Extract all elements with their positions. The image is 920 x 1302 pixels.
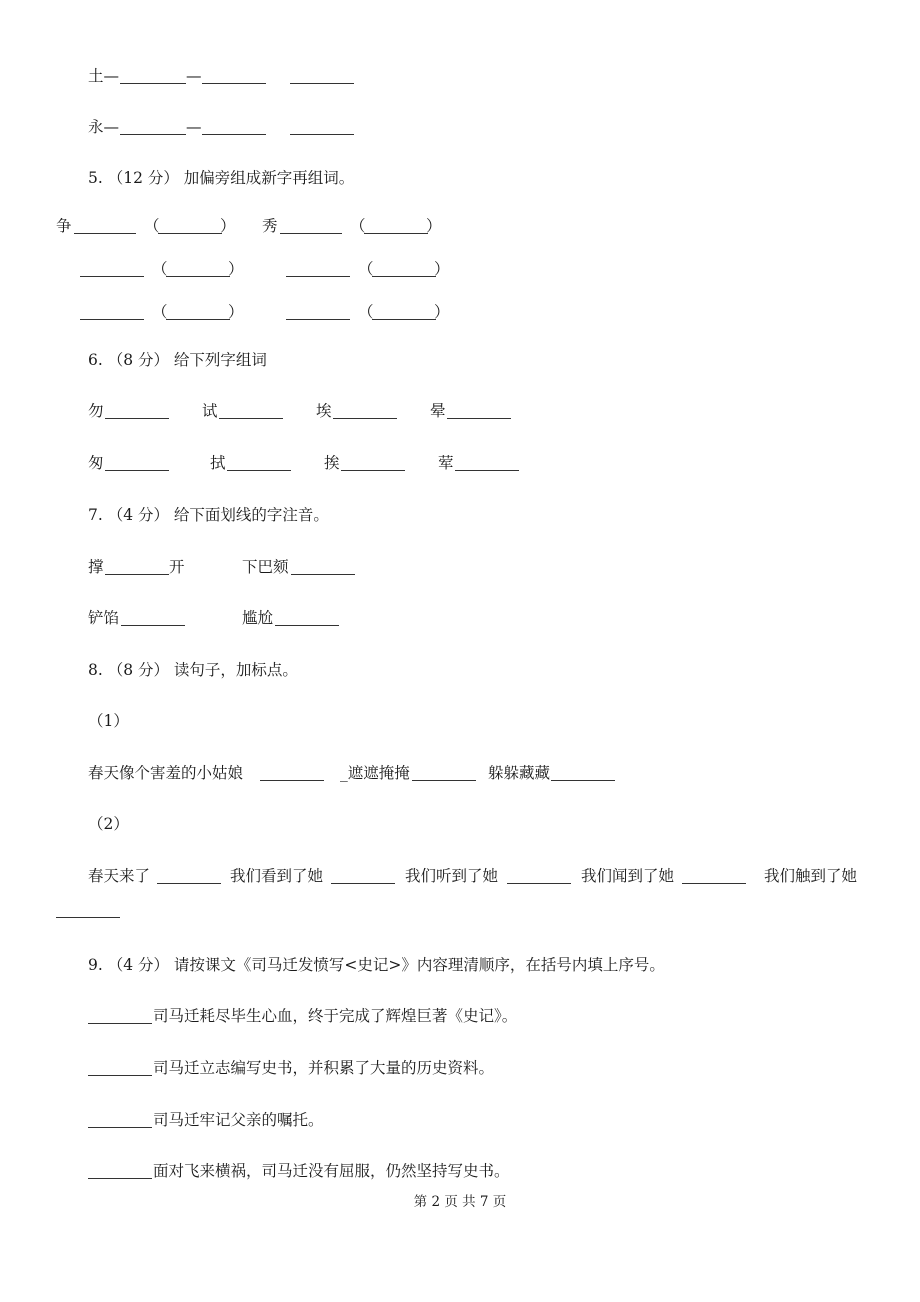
answer-blank[interactable] [286, 276, 350, 277]
paren-open: （ [358, 260, 374, 278]
answer-blank[interactable] [341, 470, 405, 471]
answer-blank[interactable] [202, 134, 266, 135]
paren-close: ） [434, 260, 450, 278]
answer-blank[interactable] [88, 1023, 152, 1024]
paren-close: ） [228, 260, 244, 278]
paren-open: （ [350, 217, 366, 235]
answer-blank[interactable] [105, 574, 169, 575]
answer-blank[interactable] [507, 883, 571, 884]
answer-blank[interactable] [120, 83, 186, 84]
q6-char: 试 [202, 402, 218, 420]
q5-char: 秀 [262, 217, 278, 235]
answer-blank[interactable] [551, 780, 615, 781]
answer-blank[interactable] [121, 625, 185, 626]
q6-char: 晕 [430, 402, 446, 420]
answer-blank[interactable] [120, 134, 186, 135]
answer-blank[interactable] [74, 233, 136, 234]
answer-blank[interactable] [158, 233, 222, 234]
paren-open: （ [144, 217, 160, 235]
answer-blank[interactable] [275, 625, 339, 626]
answer-blank[interactable] [364, 233, 428, 234]
paren-open: （ [152, 303, 168, 321]
answer-blank[interactable] [372, 276, 436, 277]
answer-blank[interactable] [105, 470, 169, 471]
answer-blank[interactable] [372, 319, 436, 320]
paren-open: （ [358, 303, 374, 321]
q5-char: 争 [56, 217, 72, 235]
answer-blank[interactable] [202, 83, 266, 84]
answer-blank[interactable] [88, 1178, 152, 1179]
q7-word: 撑 [88, 558, 104, 576]
page-footer: 第 2 页 共 7 页 [413, 1194, 507, 1210]
q7-word: 开 [169, 558, 185, 576]
paren-close: ） [220, 217, 236, 235]
q6-char: 挨 [324, 454, 340, 472]
answer-blank[interactable] [280, 233, 342, 234]
answer-blank[interactable] [286, 319, 350, 320]
answer-blank[interactable] [227, 470, 291, 471]
paren-open: （ [152, 260, 168, 278]
answer-blank[interactable] [80, 276, 144, 277]
q6-char: 勿 [88, 402, 104, 420]
dash: — [186, 118, 202, 136]
q7-word: 铲馅 [88, 609, 120, 627]
dash: — [186, 67, 202, 85]
answer-blank[interactable] [56, 917, 120, 918]
answer-blank[interactable] [157, 883, 221, 884]
answer-blank[interactable] [412, 780, 476, 781]
answer-blank[interactable] [166, 319, 230, 320]
paren-close: ） [434, 303, 450, 321]
answer-blank[interactable] [88, 1075, 152, 1076]
answer-blank[interactable] [80, 319, 144, 320]
answer-blank[interactable] [291, 574, 355, 575]
answer-blank[interactable] [331, 883, 395, 884]
answer-blank[interactable] [260, 780, 324, 781]
answer-blank[interactable] [455, 470, 519, 471]
q6-char: 匆 [88, 454, 104, 472]
answer-blank[interactable] [105, 418, 169, 419]
answer-blank[interactable] [290, 83, 354, 84]
paren-close: ） [426, 217, 442, 235]
prev-char-1: 土— [88, 67, 120, 85]
q6-char: 拭 [210, 454, 226, 472]
answer-blank[interactable] [88, 1127, 152, 1128]
answer-blank[interactable] [447, 418, 511, 419]
answer-blank[interactable] [290, 134, 354, 135]
paren-close: ） [228, 303, 244, 321]
q7-word: 尴尬 [242, 609, 274, 627]
answer-blank[interactable] [166, 276, 230, 277]
answer-blank[interactable] [682, 883, 746, 884]
prev-char-2: 永— [88, 118, 120, 136]
worksheet-page: 土— — 永— — 5. （12 分） 加偏旁组成新字再组词。 争 （ ） 秀 （ ） （ ） （ ） （ ） （ ） 6. （8 分） 给下列字组词 勿 试 埃 晕 匆 拭 挨 荤 7. （4 分） 给下面划线的字注音。 撑 开 下巴颏 铲馅 尴尬 8. （8 分） 读句子，加标点。 （1） 春天像个害羞的小姑娘 _遮遮掩掩 躲躲藏藏 （2） 春天来了 我们看到了她 我们听到了她 我们闻到了她 我们触到了她 9. （4 分） 请按课文《司马迁发愤写<史记>》内容理清顺序，在括号内填上序号。 司马迁耗尽毕生心血，终于完成了辉煌巨著《史记》。 司马迁立志编写史书，并积累了大量的历史资料。 司马迁牢记父亲的嘱托。 面对飞来横祸，司马迁没有屈服，仍然坚持写史书。 第 2 页 共 7 页 [0, 0, 920, 1302]
answer-blank[interactable] [219, 418, 283, 419]
q6-char: 荤 [438, 454, 454, 472]
q6-char: 埃 [316, 402, 332, 420]
answer-blank[interactable] [333, 418, 397, 419]
q7-word: 下巴颏 [242, 558, 289, 576]
